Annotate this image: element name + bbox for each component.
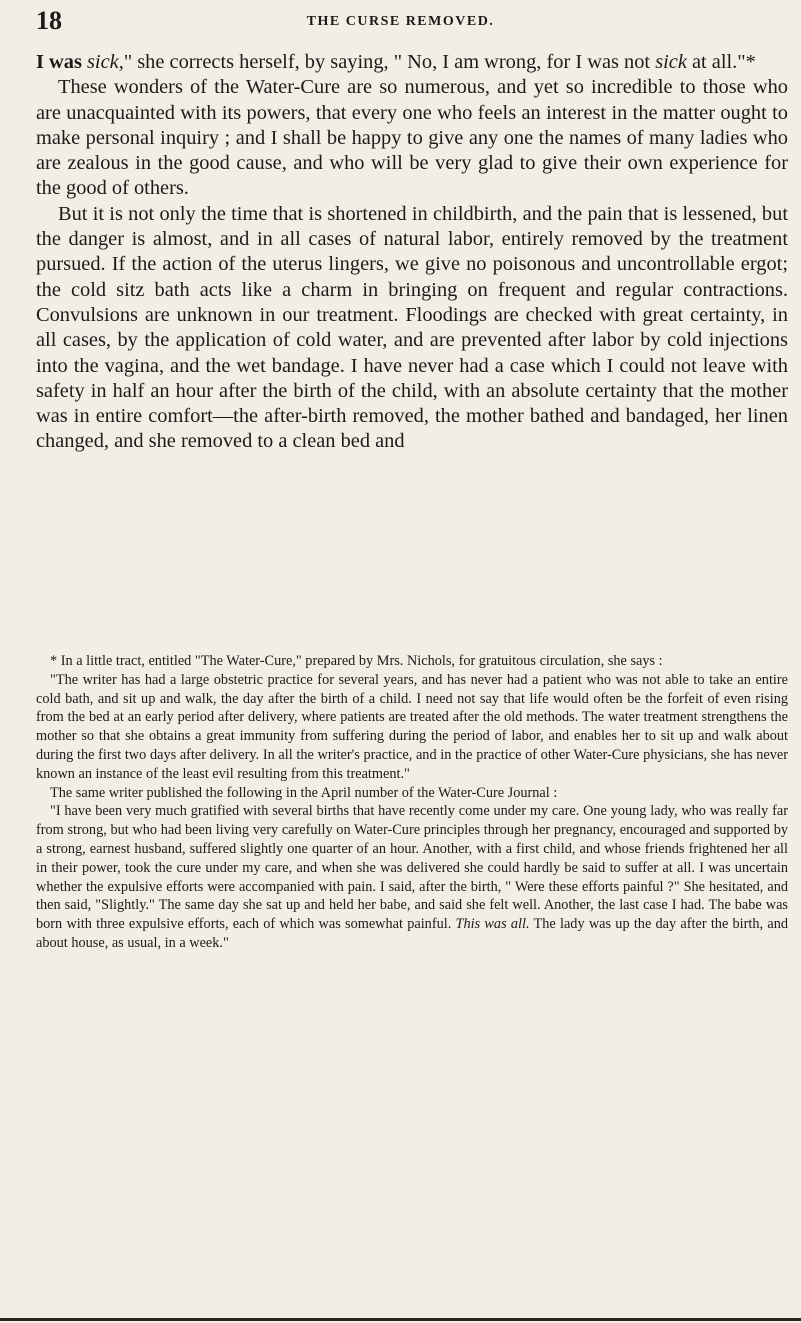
emphasis: sick, — [87, 51, 124, 73]
page-header — [36, 6, 765, 36]
footnote-paragraph: "The writer has had a large obstetric practice for several years, and has never had a patient who was not able to take an entire cold bath, and sit up and walk, the day after the birth of a child. I need not say that life would often be the forfeit of even rising from the bed at an early period after delivery, where patients are treated after the old methods. The water treatment strengthens the mother so that she obtains a great immunity from suffering during the period of labor, and enables her to sit up and walk about during the first two days after delivery. In all the writer's practice, and in the practice of other Water-Cure physicians, she has never known an instance of the least evil resulting from this treatment." — [36, 671, 788, 782]
paragraph-continuation — [36, 50, 788, 75]
footnote-paragraph — [36, 802, 788, 952]
text-run: "I have been very much gratified with several births that have recently come under my care. One young lady, who was really far from strong, but who had been living very carefully on Water-Cure principles through her pregnancy, encouraged and supported by a strong, earnest husband, suffered slightly one quarter of an hour. Another, with a first child, and whose friends frightened her all in their power, took the cure under my care, and when she was delivered she could hardly be said to suffer at all. I was uncertain whether the expulsive efforts were accompanied with pain. I said, after the birth, " Were these efforts painful ?" She hesitated, and then said, "Slightly." The same day she sat up and held her babe, and said she felt well. Another, the last case I had. The babe was born with three expulsive efforts, each of which was somewhat painful. — [36, 803, 788, 933]
emphasis: This was all. — [455, 916, 530, 933]
main-text — [36, 50, 788, 455]
text-run: I was — [36, 51, 87, 73]
text-run: " she corrects herself, by saying, " No, I am wrong, for I was not — [123, 51, 656, 73]
paragraph: These wonders of the Water-Cure are so numerous, and yet so incredible to those who are unacquainted with its powers, that every one who feels an interest in the matter ought to make personal inquiry ; and I shall be happy to give any one the names of many ladies who are zealous in the good cause, and who will be very glad to give their own experience for the good of others. — [36, 76, 788, 200]
text-run: The lady was up the day after the birth, and about house, as usual, in a week." — [36, 916, 788, 951]
footnote-paragraph: * In a little tract, entitled "The Water-Cure," prepared by Mrs. Nichols, for gratuitous circulation, she says : — [50, 653, 663, 669]
paragraph: But it is not only the time that is shortened in childbirth, and the pain that is lessened, but the danger is almost, and in all cases of natural labor, entirely removed by the treatment pursued. If the action of the uterus lingers, we give no poisonous and uncontrollable ergot; the cold sitz bath acts like a charm in bringing on frequent and regular contractions. Convulsions are unknown in our treatment. Floodings are checked with great certainty, in all cases, by the application of cold water, and are prevented after labor by cold injections into the vagina, and the wet bandage. I have never had a case which I could not leave with safety in half an hour after the birth of the child, with an absolute certainty that the mother was in entire comfort—the after-birth removed, the mother bathed and bandaged, her linen changed, and she removed to a clean bed and — [36, 202, 788, 453]
page-number: 18 — [36, 6, 62, 35]
text-run: at all."* — [686, 51, 756, 73]
footnote-paragraph: The same writer published the following in the April number of the Water-Cure Journal : — [50, 784, 558, 801]
emphasis: sick — [655, 51, 687, 73]
footnote — [36, 652, 788, 953]
running-head: THE CURSE REMOVED. — [306, 14, 495, 29]
bottom-rule — [0, 1318, 801, 1321]
